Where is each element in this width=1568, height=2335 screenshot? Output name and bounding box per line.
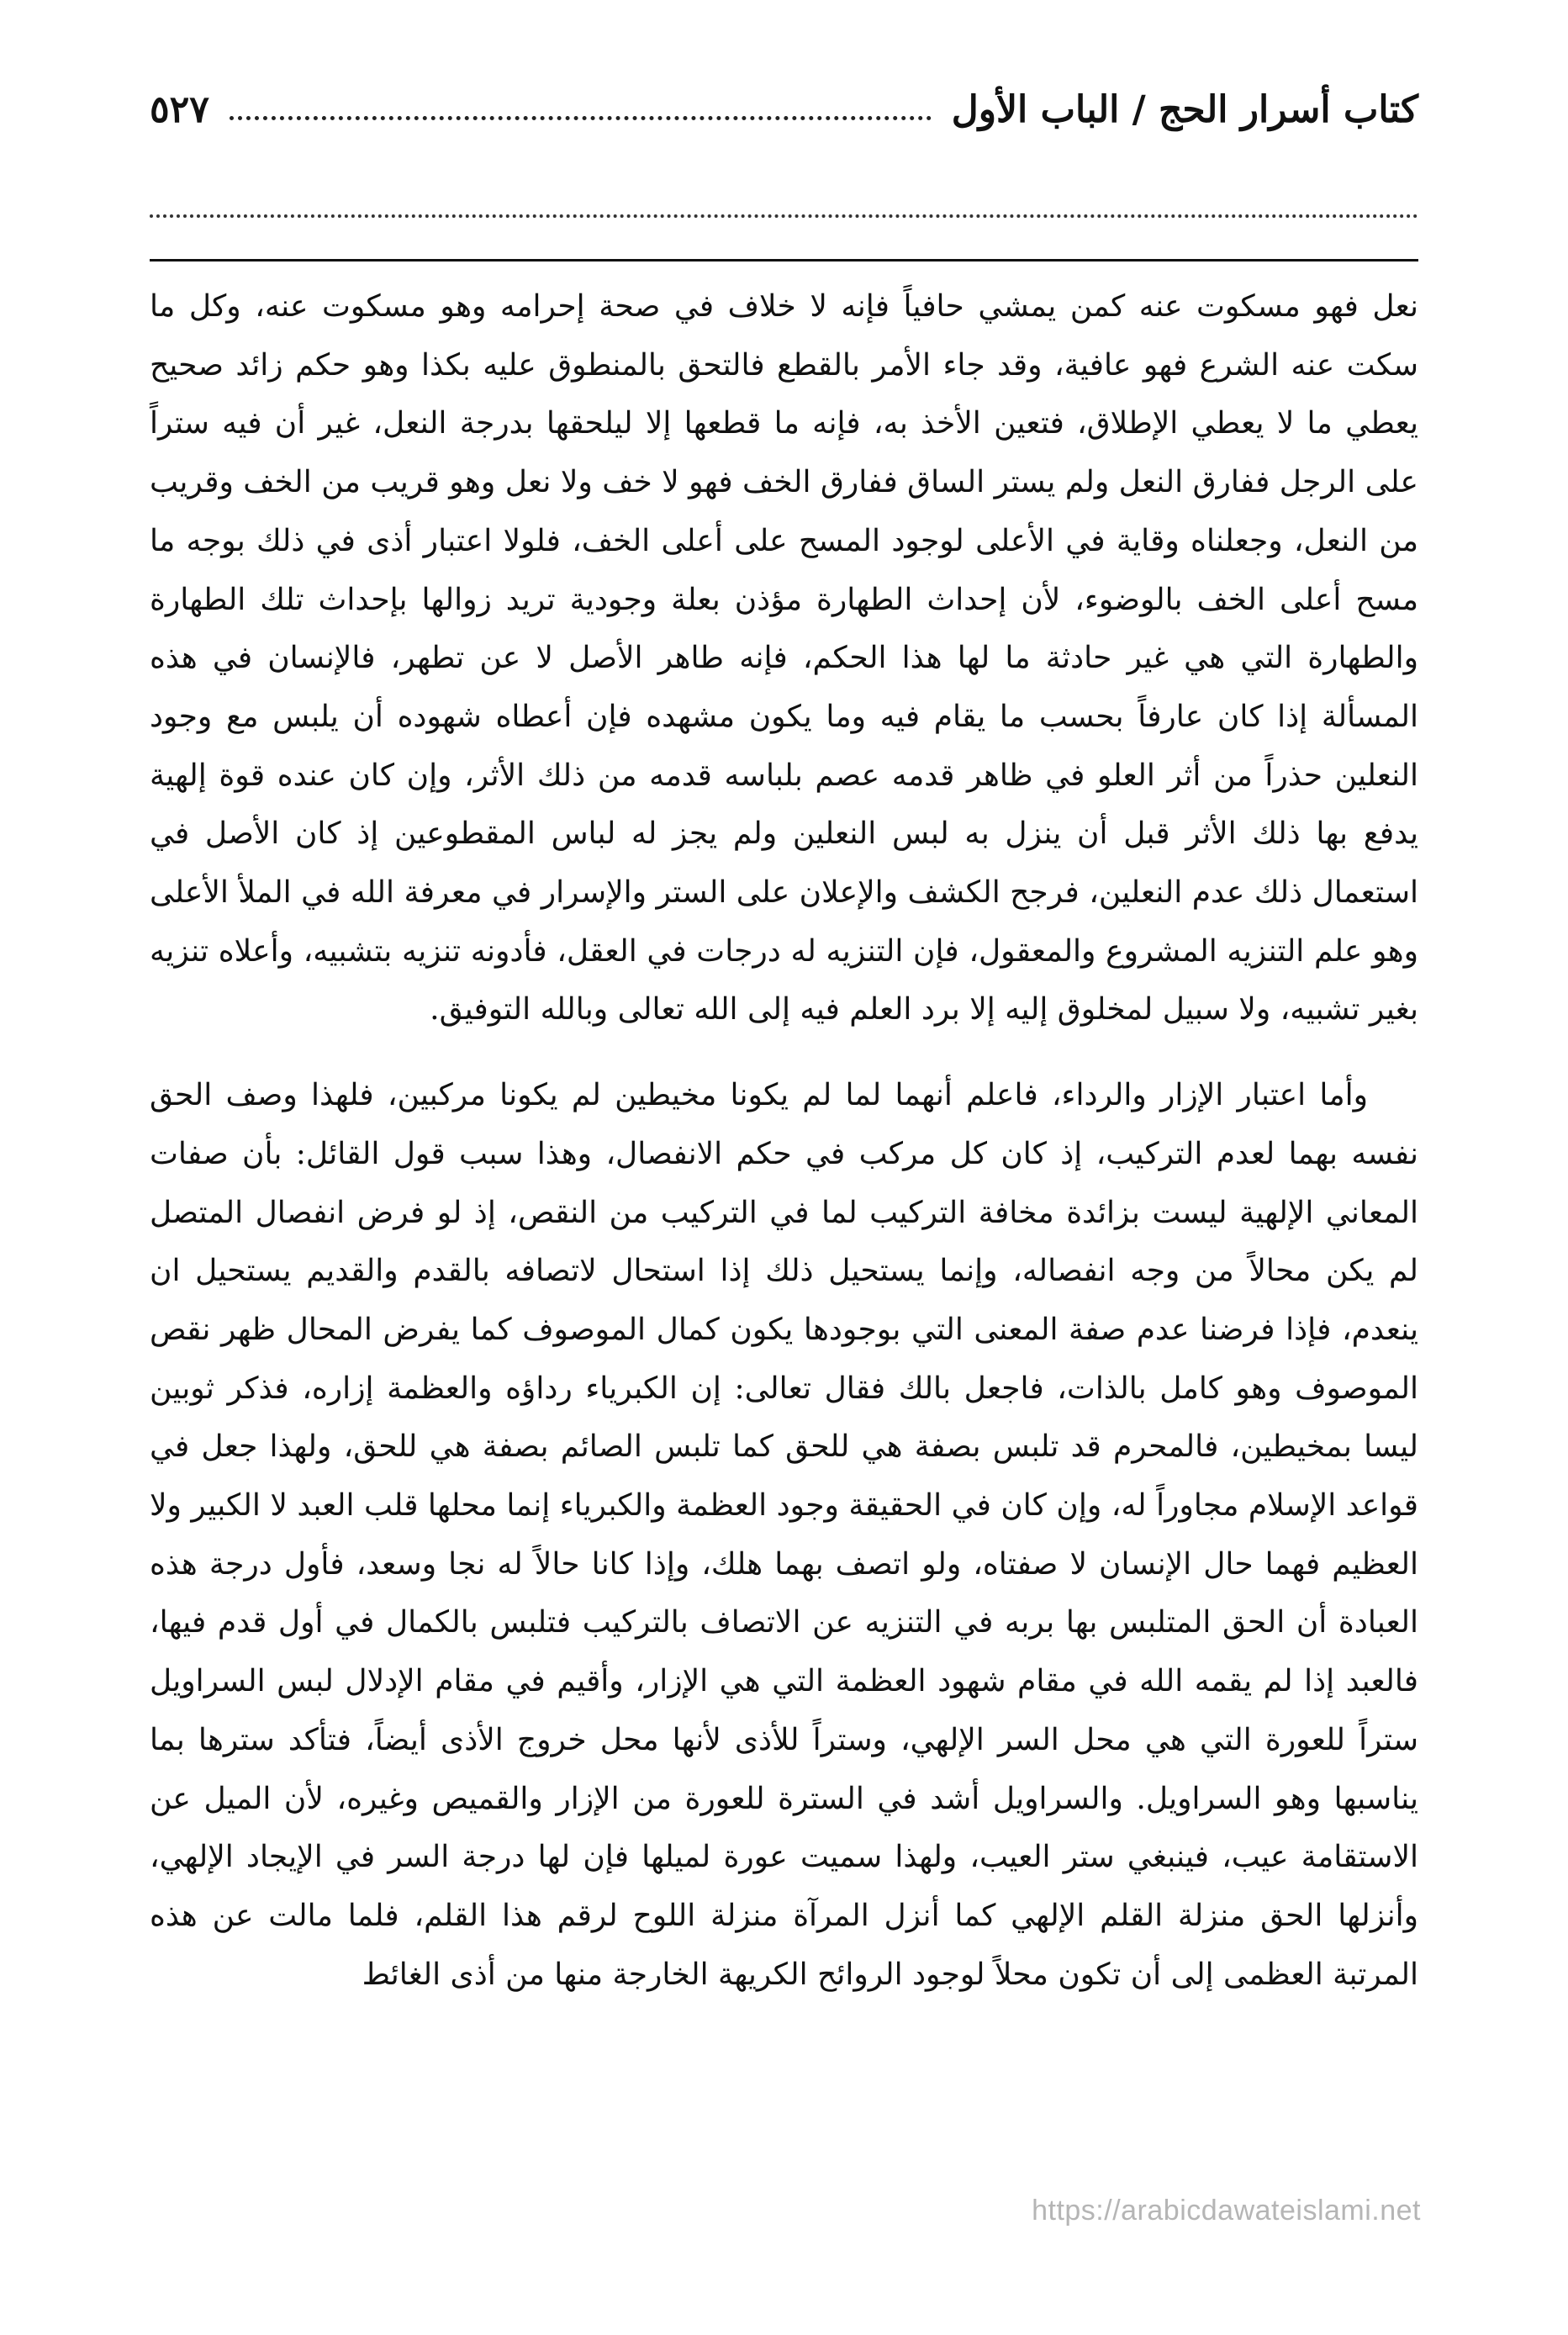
header-dot-leader — [230, 116, 932, 120]
page-number: ٥٢٧ — [150, 87, 209, 131]
header-title: كتاب أسرار الحج / الباب الأول — [951, 87, 1418, 131]
main-text — [150, 277, 1418, 2004]
watermark-url: https://arabicdawateislami.net — [1032, 2195, 1421, 2227]
paragraph-2: وأما اعتبار الإزار والرداء، فاعلم أنهما لما لم يكونا مخيطين لم يكونا مركبين، فلهذا وصف الحق نفسه بهما لعدم التركيب، إذ كان كل مركب في حكم الانفصال، وهذا سبب قول القائل: بأن صفات المعاني الإلهية ليست بزائدة مخافة التركيب لما في التركيب من النقص، إذ لو فرض انفصال المتصل لم يكن محالاً من وجه انفصاله، وإنما يستحيل ذلك إذا استحال لاتصافه بالقدم والقديم يستحيل ان ينعدم، فإذا فرضنا عدم صفة المعنى التي بوجودها يكون كمال الموصوف كما يفرض المحال ظهر نقص الموصوف وهو كامل بالذات، فاجعل بالك فقال تعالى: إن الكبرياء رداؤه والعظمة إزاره، فذكر ثوبين ليسا بمخيطين، فالمحرم قد تلبس بصفة هي للحق كما تلبس الصائم بصفة هي للحق، ولهذا جعل في قواعد الإسلام مجاوراً له، وإن كان في الحقيقة وجود العظمة والكبرياء إنما محلها قلب العبد لا الكبير ولا العظيم فهما حال الإنسان لا صفتاه، ولو اتصف بهما هلك، وإذا كانا حالاً له نجا وسعد، فأول درجة هذه العبادة أن الحق المتلبس بها بربه في التنزيه عن الاتصاف بالتركيب فتلبس بالكمال في أول قدم فيها، فالعبد إذا لم يقمه الله في مقام شهود العظمة التي هي الإزار، وأقيم في مقام الإدلال لبس السراويل ستراً للعورة التي هي محل السر الإلهي، وستراً للأذى لأنها محل خروج الأذى أيضاً، فتأكد سترها بما يناسبها وهو السراويل. والسراويل أشد في السترة للعورة من الإزار والقميص وغيره، لأن الميل عن الاستقامة عيب، فينبغي ستر العيب، ولهذا سميت عورة لميلها فإن لها درجة السر في الإيجاد الإلهي، وأنزلها الحق منزلة القلم الإلهي كما أنزل المرآة منزلة اللوح لرقم هذا القلم، فلما مالت عن هذه المرتبة العظمى إلى أن تكون محلاً لوجود الروائح الكريهة الخارجة منها من أذى الغائط — [150, 1078, 1418, 1992]
dotted-divider — [150, 214, 1418, 218]
running-header — [150, 80, 1418, 139]
paragraph-1: نعل فهو مسكوت عنه كمن يمشي حافياً فإنه لا خلاف في صحة إحرامه وهو مسكوت عنه، وكل ما سكت عنه الشرع فهو عافية، وقد جاء الأمر بالقطع فالتحق بالمنطوق عليه بكذا وهو حكم زائد صحيح يعطي ما لا يعطي الإطلاق، فتعين الأخذ به، فإنه ما قطعها إلا ليلحقها بدرجة النعل، غير أن فيه ستراً على الرجل ففارق النعل ولم يستر الساق ففارق الخف فهو لا خف ولا نعل وهو قريب من الخف وقريب من النعل، وجعلناه وقاية في الأعلى لوجود المسح على أعلى الخف، فلولا اعتبار أذى في ذلك بوجه ما مسح أعلى الخف بالوضوء، لأن إحداث الطهارة مؤذن بعلة وجودية تريد زوالها بإحداث تلك الطهارة والطهارة التي هي غير حادثة ما لها هذا الحكم، فإنه طاهر الأصل لا عن تطهر، فالإنسان في هذه المسألة إذا كان عارفاً بحسب ما يقام فيه وما يكون مشهده فإن أعطاه شهوده أن يلبس مع وجود النعلين حذراً من أثر العلو في ظاهر قدمه عصم بلباسه قدمه من ذلك الأثر، وإن كان عنده قوة إلهية يدفع بها ذلك الأثر قبل أن ينزل به لبس النعلين ولم يجز له لباس المقطوعين إذ كان الأصل في استعمال ذلك عدم النعلين، فرجح الكشف والإعلان على الستر والإسرار في معرفة الله في الملأ الأعلى وهو علم التنزيه المشروع والمعقول، فإن التنزيه له درجات في العقل، فأدونه تنزيه بتشبيه، وأعلاه تنزيه بغير تشبيه، ولا سبيل لمخلوق إليه إلا برد العلم فيه إلى الله تعالى وبالله التوفيق. — [150, 289, 1418, 1028]
solid-divider — [150, 259, 1418, 261]
